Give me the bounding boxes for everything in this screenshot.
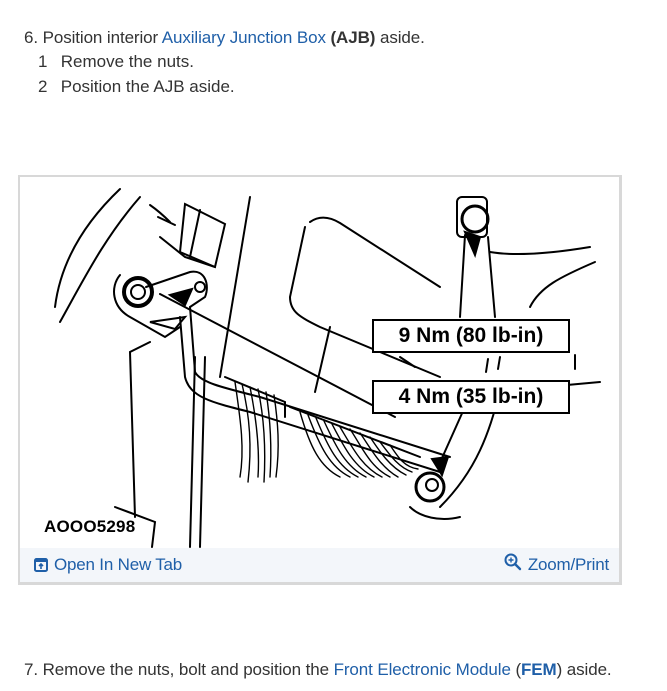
step-7 <box>24 659 612 681</box>
step-number: 6. <box>24 28 38 47</box>
step-number: 7. <box>24 660 38 679</box>
auxiliary-junction-box-link[interactable]: Auxiliary Junction Box <box>161 28 326 47</box>
substep-number: 2 <box>38 77 48 96</box>
step-text-end: aside. <box>379 28 425 47</box>
ajb-diagram-illustration <box>20 177 620 549</box>
open-in-new-tab-link[interactable] <box>34 555 182 575</box>
figure-footer <box>20 548 619 582</box>
substep-1 <box>38 51 194 73</box>
open-new-tab-icon <box>34 558 48 572</box>
zoom-print-link[interactable] <box>504 555 609 575</box>
front-electronic-module-link[interactable]: Front Electronic Module <box>333 660 511 679</box>
step-text-end: aside. <box>566 660 612 679</box>
abbr-open-paren: ( <box>515 660 521 679</box>
figure-id-label: AOOO5298 <box>44 517 136 536</box>
figure-frame <box>18 175 622 585</box>
substep-number: 1 <box>38 52 48 71</box>
step-text: Position interior <box>42 28 159 47</box>
abbr-close-paren: ) <box>556 660 563 679</box>
abbreviation: FEM <box>521 660 557 679</box>
zoom-print-label: Zoom/Print <box>527 555 609 574</box>
zoom-in-icon <box>504 553 522 571</box>
abbreviation: (AJB) <box>330 28 376 47</box>
step-text: Remove the nuts, bolt and position the <box>42 660 329 679</box>
open-in-new-tab-label: Open In New Tab <box>54 555 183 574</box>
torque-callout-4nm: 4 Nm (35 lb-in) <box>372 380 570 414</box>
substep-2 <box>38 76 235 98</box>
torque-callout-9nm: 9 Nm (80 lb-in) <box>372 319 570 353</box>
substep-text: Remove the nuts. <box>60 52 194 71</box>
step-6 <box>24 27 425 49</box>
substep-text: Position the AJB aside. <box>60 77 235 96</box>
